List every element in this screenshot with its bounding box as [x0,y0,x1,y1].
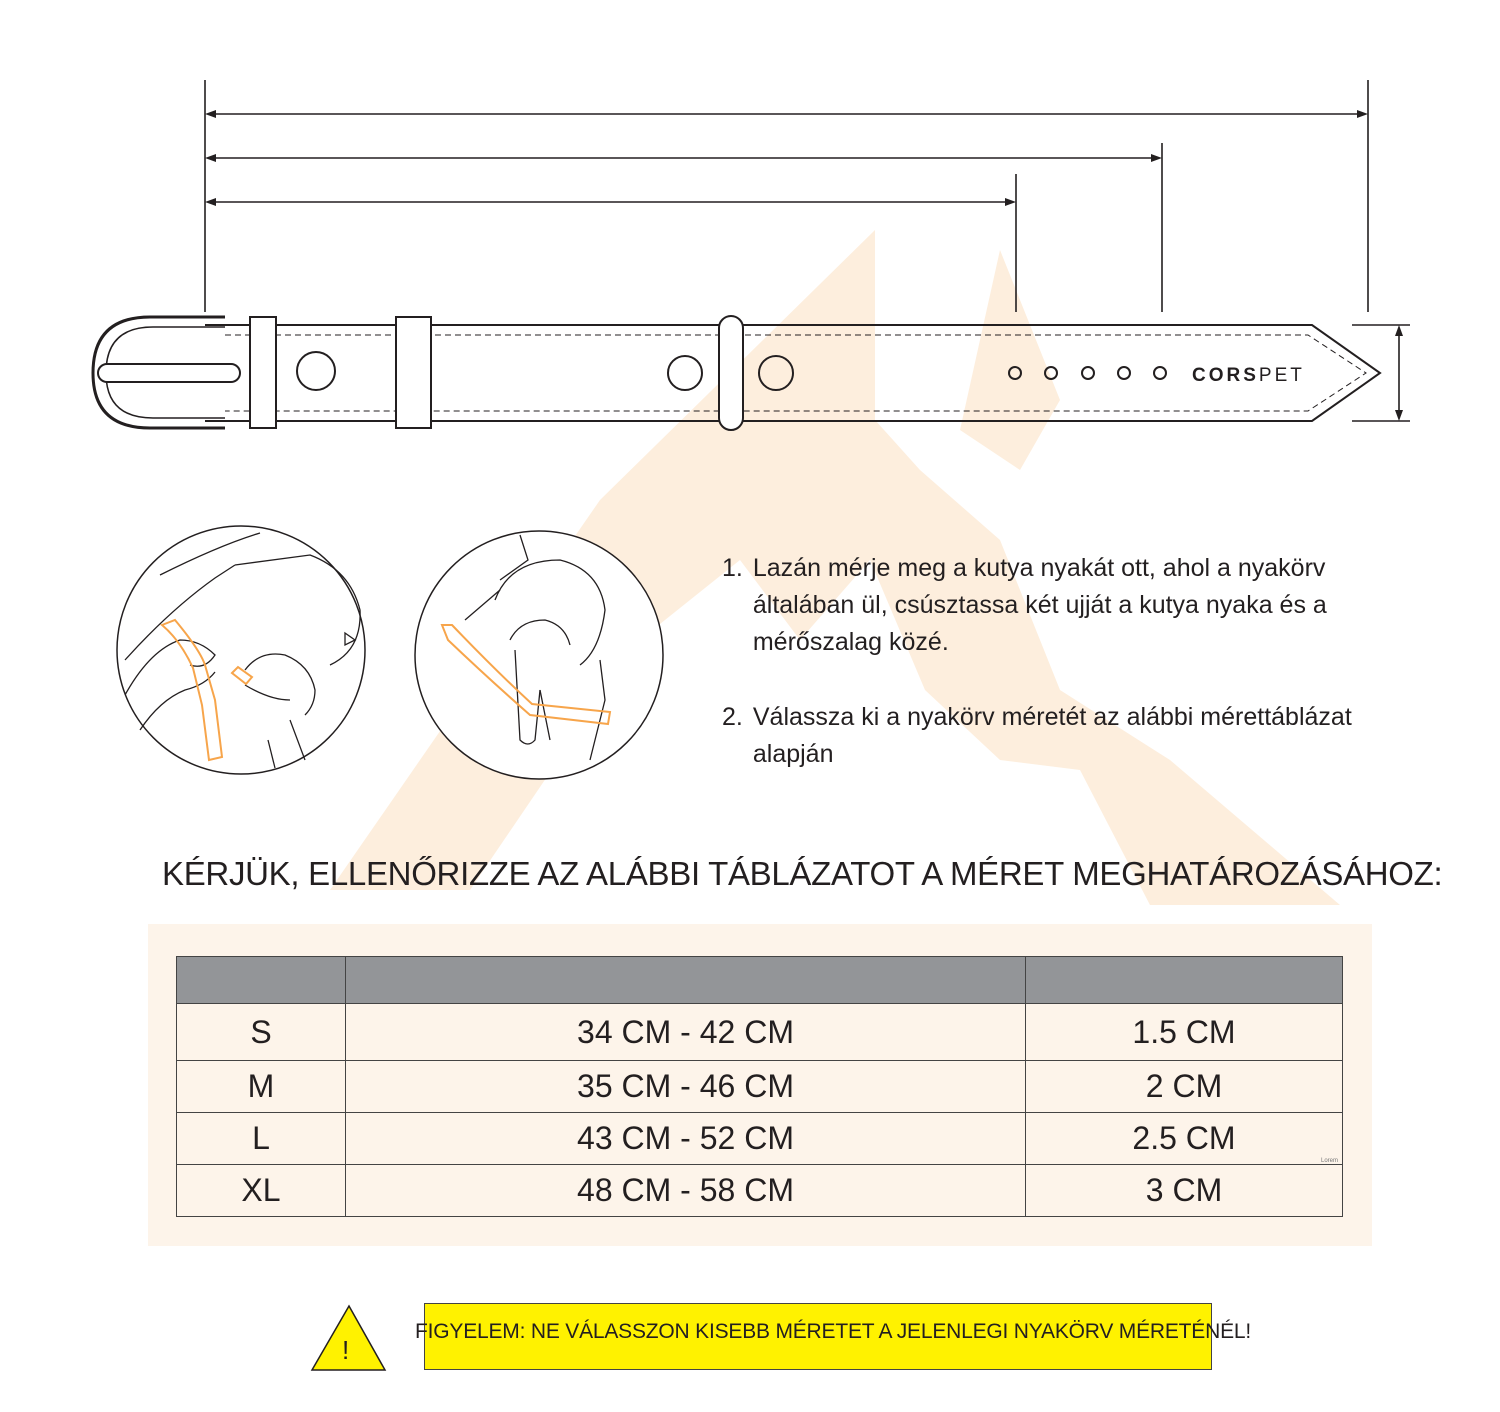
table-row [177,1061,1343,1113]
table-row [177,1004,1343,1061]
size-cell: S [177,1004,346,1061]
small-mark: Lorem [1321,1158,1339,1164]
header-size [177,957,346,1004]
neck-cell: 34 CM - 42 CM [346,1004,1026,1061]
size-table [176,956,1343,1217]
header-neck [346,957,1026,1004]
size-check-title: KÉRJÜK, ELLENŐRIZZE AZ ALÁBBI TÁBLÁZATOT A MÉRET MEGHATÁROZÁSÁHOZ: [162,855,1443,892]
instruction-step-2 [722,699,1422,773]
width-cell: 2 CM [1026,1061,1343,1113]
table-row [177,1165,1343,1217]
warning-triangle-icon [312,1306,385,1370]
width-cell: 1.5 CM [1026,1004,1343,1061]
step-1-number: 1. [722,554,743,582]
width-cell: 2.5 CM [1026,1113,1343,1165]
brand-logo: CORSPET [1192,365,1305,386]
neck-cell: 35 CM - 46 CM [346,1061,1026,1113]
header-width [1026,957,1343,1004]
size-cell: XL [177,1165,346,1217]
neck-cell: 43 CM - 52 CM [346,1113,1026,1165]
collar-illustration [93,316,1380,430]
measuring-hands-icon [117,526,365,774]
warning-text: FIGYELEM: NE VÁLASSZON KISEBB MÉRETET A JELENLEGI NYAKÖRV MÉRETÉNÉL! [415,1320,1251,1343]
neck-cell: 48 CM - 58 CM [346,1165,1026,1217]
step-2-text: Válassza ki a nyakörv méretét az alábbi mérettáblázat alapján [752,703,1352,768]
instruction-step-1 [722,550,1422,661]
svg-text:!: ! [342,1335,350,1365]
table-header-row [177,957,1343,1004]
width-cell: 3 CM [1026,1165,1343,1217]
step-2-number: 2. [722,703,743,731]
size-cell: L [177,1113,346,1165]
size-cell: M [177,1061,346,1113]
step-1-text: Lazán mérje meg a kutya nyakát ott, ahol a nyakörv általában ül, csúsztassa két ujját a kutya nyaka és a mérőszalag közé. [752,554,1327,656]
finger-tape-icon [415,531,663,779]
table-row [177,1113,1343,1165]
